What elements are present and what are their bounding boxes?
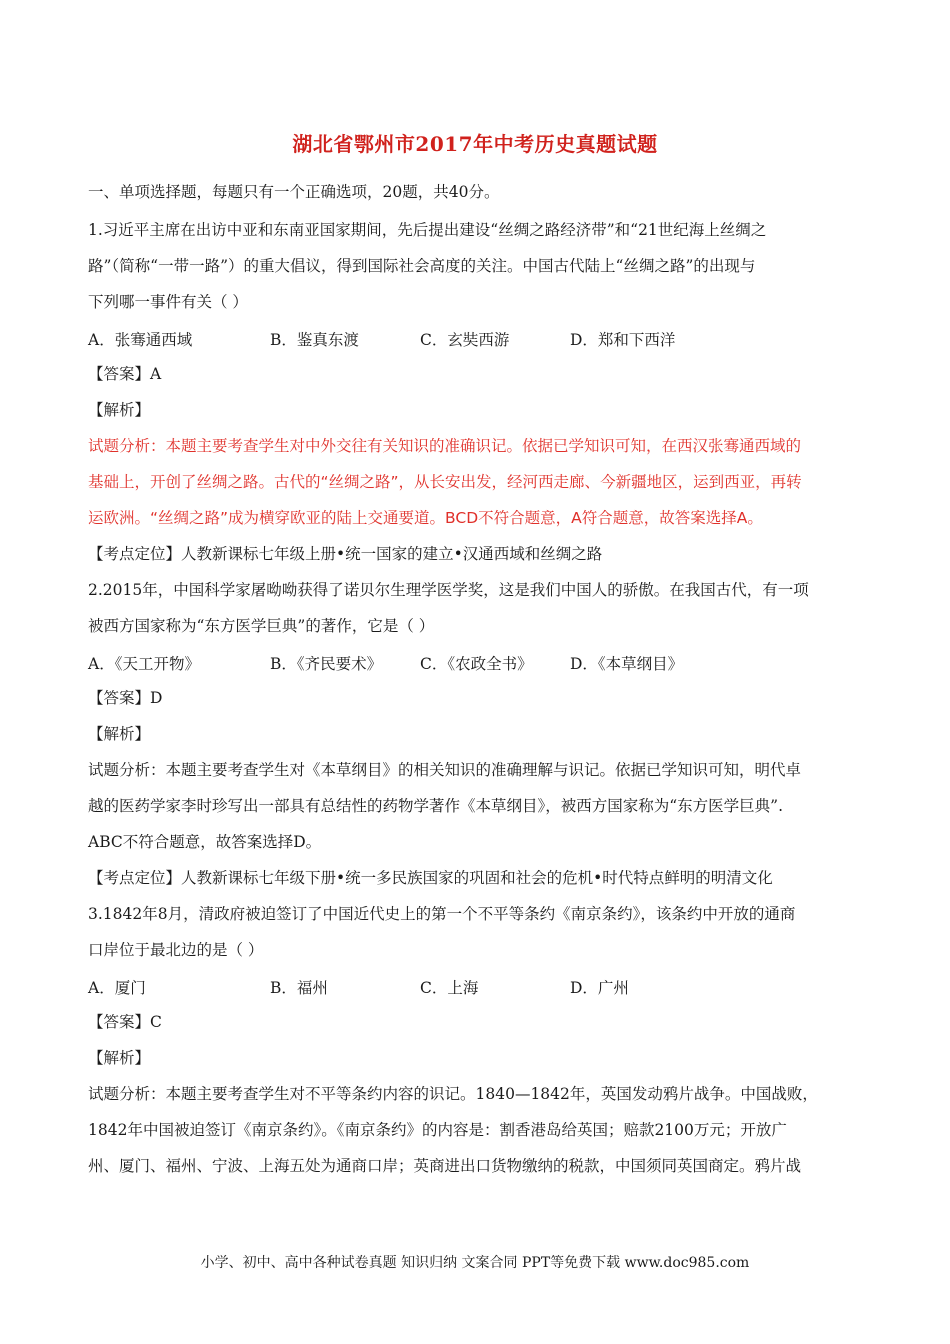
page-footer: 小学、初中、高中各种试卷真题 知识归纳 文案合同 PPT等免费下载 www.doc985.com <box>200 1255 750 1271</box>
q3-analysis-line-2: 1842年中国被迫签订《南京条约》。《南京条约》的内容是：割香港岛给英国；赔款2100万元；开放广 <box>88 1121 787 1139</box>
q2-analysis-line-2: 越的医药学家李时珍写出一部具有总结性的药物学著作《本草纲目》，被西方国家称为“东方医学巨典”. <box>88 797 784 815</box>
q2-analysis-line-3: ABC不符合题意，故答案选择D。 <box>88 833 322 851</box>
q1-analysis-line-3: 运欧洲。“丝绸之路”成为横穿欧亚的陆上交通要道。BCD不符合题意，A符合题意，故答案选择A。 <box>88 509 763 527</box>
q1-option-c: C．玄奘西游 <box>420 331 510 349</box>
q3-option-b: B．福州 <box>270 979 328 997</box>
document-title: 湖北省鄂州市2017年中考历史真题试题 <box>292 132 658 156</box>
q1-answer: 【答案】A <box>88 365 162 383</box>
q1-stem-line-3: 下列哪一事件有关（ ） <box>88 293 248 311</box>
section-heading: 一、单项选择题，每题只有一个正确选项，20题，共40分。 <box>88 183 500 201</box>
q3-analysis-line-1: 试题分析：本题主要考查学生对不平等条约内容的识记。1840—1842年，英国发动鸦片战争。中国战败， <box>88 1085 818 1103</box>
q2-options <box>88 652 878 672</box>
q3-option-c: C．上海 <box>420 979 479 997</box>
q2-answer: 【答案】D <box>88 689 163 707</box>
q2-stem-line-2: 被西方国家称为“东方医学巨典”的著作，它是（ ） <box>88 617 435 635</box>
q1-stem-line-1: 1.习近平主席在出访中亚和东南亚国家期间，先后提出建设“丝绸之路经济带”和“21世纪海上丝绸之 <box>88 221 767 239</box>
q1-analysis-label: 【解析】 <box>88 401 151 419</box>
q3-answer: 【答案】C <box>88 1013 162 1031</box>
q2-option-a: A．《天工开物》 <box>88 655 200 673</box>
q2-knowledge-point: 【考点定位】人教新课标七年级下册•统一多民族国家的巩固和社会的危机•时代特点鲜明的明清文化 <box>88 869 773 887</box>
q3-analysis-label: 【解析】 <box>88 1049 151 1067</box>
q3-option-a: A．厦门 <box>88 979 146 997</box>
q1-option-d: D．郑和下西洋 <box>570 331 676 349</box>
q1-stem-line-2: 路”（简称“一带一路”）的重大倡议，得到国际社会高度的关注。中国古代陆上“丝绸之路”的出现与 <box>88 257 756 275</box>
q2-option-d: D．《本草纲目》 <box>570 655 684 673</box>
q2-option-c: C．《农政全书》 <box>420 655 533 673</box>
q1-option-a: A．张骞通西域 <box>88 331 193 349</box>
q3-option-d: D．广州 <box>570 979 629 997</box>
q3-stem-line-1: 3.1842年8月，清政府被迫签订了中国近代史上的第一个不平等条约《南京条约》，该条约中开放的通商 <box>88 905 796 923</box>
q2-option-b: B．《齐民要术》 <box>270 655 383 673</box>
q1-knowledge-point: 【考点定位】人教新课标七年级上册•统一国家的建立•汉通西域和丝绸之路 <box>88 545 603 563</box>
q3-stem-line-2: 口岸位于最北边的是（ ） <box>88 941 264 959</box>
q1-analysis-line-2: 基础上，开创了丝绸之路。古代的“丝绸之路”，从长安出发，经河西走廊、今新疆地区，运到西亚，再转 <box>88 473 802 491</box>
q2-analysis-label: 【解析】 <box>88 725 151 743</box>
q1-options <box>88 328 878 348</box>
q2-analysis-line-1: 试题分析：本题主要考查学生对《本草纲目》的相关知识的准确理解与识记。依据已学知识可知，明代卓 <box>88 761 802 779</box>
q3-options <box>88 976 878 996</box>
q2-stem-line-1: 2.2015年，中国科学家屠呦呦获得了诺贝尔生理学医学奖，这是我们中国人的骄傲。在我国古代，有一项 <box>88 581 809 599</box>
q1-analysis-line-1: 试题分析：本题主要考查学生对中外交往有关知识的准确识记。依据已学知识可知，在西汉张骞通西域的 <box>88 437 802 455</box>
q3-analysis-line-3: 州、厦门、福州、宁波、上海五处为通商口岸；英商进出口货物缴纳的税款，中国须同英国商定。鸦片战 <box>88 1157 802 1175</box>
q1-option-b: B．鉴真东渡 <box>270 331 359 349</box>
